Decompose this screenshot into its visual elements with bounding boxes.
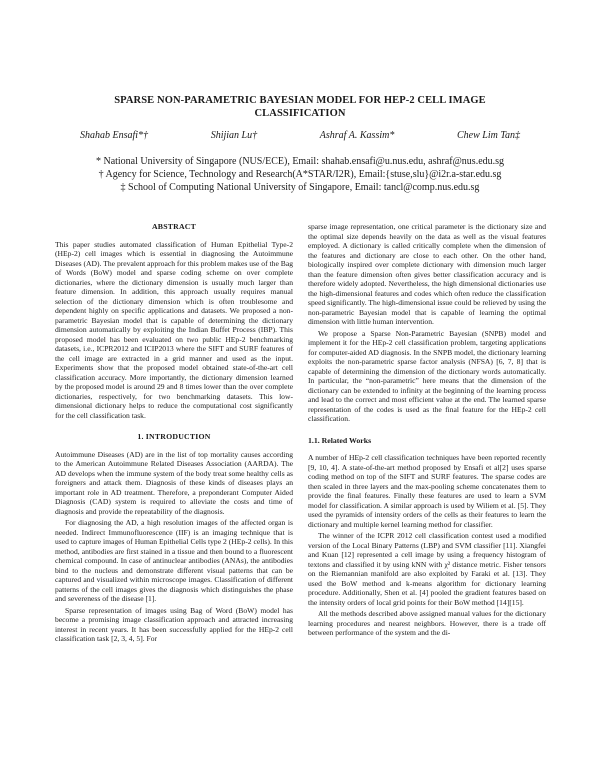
author: Ashraf A. Kassim* bbox=[319, 130, 395, 141]
left-column bbox=[55, 222, 293, 646]
intro-paragraph: For diagnosing the AD, a high resolution images of the affected organ is needed. Indirect Immunofluorescence (IIF) is an imaging technique that is used to capture images of Human Epithelial Cells type 2 (HEp-2 cells). In this method, antibodies are first stained in a tissue and then bound to a fluorescent chemical compound. In case of antinuclear antibodies (ANAs), the antibodies bind to the nucleus and demonstrate different visual patterns that can be captured and visualized within microscope images. Classification of different patterns of the cell images gives the diagnosis which distinguishes the phase and severeness of the disease [1]. bbox=[55, 518, 293, 603]
paper-title bbox=[60, 94, 540, 120]
author-list bbox=[80, 130, 520, 141]
abstract-heading: ABSTRACT bbox=[151, 222, 197, 231]
right-column bbox=[308, 222, 546, 640]
intro-paragraph: Sparse representation of images using Bag of Word (BoW) model has become a promising image classification approach and attracted increasing interest in recent years. It has been successfully applied for the HEp-2 cell classification task [2, 3, 4, 5]. For bbox=[55, 605, 293, 643]
body-paragraph: The winner of the ICPR 2012 cell classification contest used a modified version of the Local Binary Patterns (LBP) and SVM classifier [11]. Xiangfei and Kuan [12] represented a cell image by using a frequency histogram of textons and classified it by using kNN with χ² distance metric. Fisher tensors on the Riemannian manifold are also exploited by Faraki et al. [13]. They used the BoW method and k-means algorithm for dictionary learning procedure. Additionally, Shen et al. [4] pooled the gradient features based on the intensity orders of local grid points for their BoW method [14][15]. bbox=[308, 531, 546, 607]
body-paragraph: A number of HEp-2 cell classification techniques have been reported recently [9, 10, 4]. A state-of-the-art method proposed by Ensafi et al[2] uses sparse coding method on top of the SIFT and SURF features. The sparse codes are then scaled in three layers and the max-pooling scheme concatenates them to provide the final features. Finally these features are used to learn a SVM model for classification. A similar approach is used by Wiliem et al. [5]. They used the pyramids of intensity orders of the cells as their features to learn the dictionary and multiple kernel learning method for classifier. bbox=[308, 453, 546, 529]
affiliation-nus: * National University of Singapore (NUS/ECE), Email: shahab.ensafi@u.nus.edu, ashraf@nus.edu.sg bbox=[95, 156, 505, 167]
author: Shahab Ensafi*† bbox=[80, 130, 149, 141]
affiliation-astar: † Agency for Science, Technology and Research(A*STAR/I2R), Email:{stuse,slu}@i2r.a-star.edu.sg bbox=[98, 169, 502, 180]
affiliation-soc: ‡ School of Computing National University of Singapore, Email: tancl@comp.nus.edu.sg bbox=[120, 182, 480, 193]
body-paragraph: All the methods described above assigned manual values for the dictionary learning procedures and nearest neighbors. However, there is a trade off between performance of the system and the di- bbox=[308, 609, 546, 637]
abstract-text: This paper studies automated classification of Human Epithelial Type-2 (HEp-2) cell images which is essential in diagnosing the Autoimmune Diseases (AD). The prevalent approach for this problem makes use of the Bag of Words (BoW) model and sparse coding scheme on over complete dictionaries, where the dictionary dimension is usually much larger than feature dimension. In addition, this approach usually requires manual selection of the dictionary dimension which is often troublesome and dependent highly on specific applications and datasets. We proposed a non-parametric Bayesian model that is capable of determining the dictionary dimension automatically by exploiting the Indian Buffet Process (IBP). This proposed model has been evaluated on two public HEp-2 benchmarking datasets, i.e., ICPR2012 and ICIP2013 where the SIFT and SURF features of the cell image are extracted in a grid manner and used as the input. Experiments show that the proposed model obtained state-of-the-art cell classification accuracy. More importantly, the dictionary dimension learned by the proposed model is around 29 and 8 times lower than the over complete dictionaries, respectively, for two benchmarking datasets. This low-dimensional dictionary helps to reduce the computational cost significantly for the cell classification task. bbox=[55, 239, 293, 420]
body-paragraph: We propose a Sparse Non-Parametric Bayesian (SNPB) model and implement it for the HEp-2 cell classification problem, targeting applications for computer-aided AD diagnosis. In the SNPB model, the dictionary learning exploits the non-parametric sparse factor analysis (NFSA) [6, 7, 8] that is capable of determining the dimension of the dictionary words automatically. In particular, the “non-parametric” here means that the dimension of the dictionary can be extended to infinity at the beginning of the learning process and lead to the correct and most efficient value at the end. The learned sparse representation of the codes is used as the final feature for the HEp-2 cell classification. bbox=[308, 328, 546, 423]
author: Chew Lim Tan‡ bbox=[457, 130, 520, 141]
title-line-2: CLASSIFICATION bbox=[254, 108, 346, 119]
intro-heading: 1. INTRODUCTION bbox=[137, 432, 211, 441]
author: Shijian Lu† bbox=[210, 130, 258, 141]
body-paragraph: sparse image representation, one critical parameter is the dictionary size and the optimal size depends heavily on the data as well as the visual features employed. A dictionary is called critically complete when the dimension of the features and dictionary are close to each other. On the other hand, biologically inspired over complete dictionary with dimension much larger than the feature dimension often gives better classification accuracy and is therefore widely adopted. Nevertheless, the high dimensional dictionaries use the high-dimensional features and codes which often reduce the classification speed significantly. The high-dimensional issue could be relieved by using the non-parametric Bayesian model that is capable of learning the optimal dimension with little human intervention. bbox=[308, 222, 546, 326]
related-works-heading: 1.1. Related Works bbox=[308, 435, 372, 445]
title-line-1: SPARSE NON-PARAMETRIC BAYESIAN MODEL FOR HEP-2 CELL IMAGE bbox=[114, 95, 486, 106]
intro-paragraph: Autoimmune Diseases (AD) are in the list of top mortality causes according to the American Autoimmune Related Diseases Association (AARDA). The AD develops when the immune system of the body treat some healthy cells as foreigners and attack them. Diagnosis of these kinds of diseases plays an important role in AD treatment. Therefore, a preponderant Computer Aided Diagnosis (CAD) system is required to alleviate the costs and time of diagnosis and provide the repeatability of the diagnosis. bbox=[55, 449, 293, 516]
